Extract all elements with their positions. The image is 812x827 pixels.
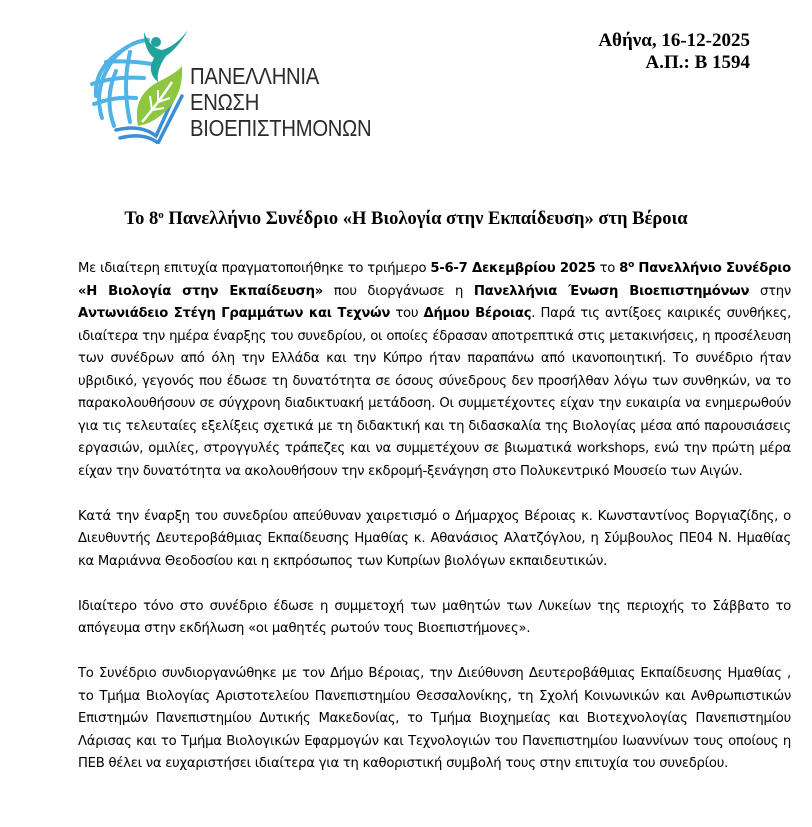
title-prefix: Το 8 [124,209,159,229]
text-span: στην [749,283,791,299]
title-main: Πανελλήνιο Συνέδριο «Η Βιολογία στην Εκπαίδευση» στη Βέροια [163,209,688,229]
protocol-number: Α.Π.: Β 1594 [645,52,750,73]
logo-text-line-2: ΕΝΩΣΗ [190,89,260,115]
logo-emblem-icon [86,26,196,144]
paragraph-4: Το Συνέδριο συνδιοργανώθηκε με τον Δήμο Βέροιας, την Διεύθυνση Δευτεροβάθμιας Εκπαίδευσης Ημαθίας , το Τμήμα Βιολογίας Αριστοτελείου Πανεπιστημίου Θεσσαλονίκης, τη Σχολή Κοινωνικών και Ανθρωπιστικών Επιστημών Πανεπιστημίου Δυτικής Μακεδονίας, το Τμήμα Βιοχημείας και Βιοτεχνολογίας Πανεπιστημίου Λάρισας και το Τμήμα Βιολογικών Εφαρμογών και Τεχνολογιών του Πανεπιστημίου Ιωαννίνων τους οποίους η ΠΕΒ θέλει να ευχαριστήσει ιδιαίτερα για τη καθοριστική συμβολή τους στην επιτυχία του συνεδρίου. [78,666,791,771]
venue-name: Αντωνιάδειο Στέγη Γραμμάτων και Τεχνών [78,306,391,321]
organization-logo [86,26,372,146]
text-span: που διοργάνωσε η [323,283,474,299]
place-date: Αθήνα, 16-12-2025 [598,30,750,51]
ordinal-suffix: ο [628,260,635,270]
conference-ordinal: 8 [619,261,629,276]
document-meta [598,30,750,74]
title-ordinal: ο [158,209,164,221]
text-span: . Παρά τις αντίξοες καιρικές συνθήκες, ιδιαίτερα την ημέρα έναρξης του συνεδρίου, οι οποίες έδρασαν αποτρεπτικά στις μετακινήσεις, η προσέλευση των συνέδρων από όλη την Ελλάδα και την Κύπρο ήταν παραπάνω από ικανοποιητική. Το συνέδριο ήταν υβριδικό, γεγονός που έδωσε τη δυνατότητα σε όσους σύνεδρους δεν προσήλθαν λόγω των συνθηκών, να το παρακολουθήσουν σε σύγχρονη διαδικτυακή μετάδοση. Οι συμμετέχοντες είχαν την ευκαιρία να ενημερωθούν για τις τελευταίες εξελίξεις σχετικά με τη διδακτική και τη διδασκαλία της Βιολογίας μέσα από παρουσιάσεις εργασιών, ομιλίες, στρογγυλές τράπεζες και να συμμετέχουν σε βιωματικά workshops, ενώ την πρώτη μέρα είχαν την δυνατότητα να ακολουθήσουν την εκδρομή-ξενάγηση στο Πολυκεντρικό Μουσείο των Αιγών. [78,306,792,479]
text-span: του [390,306,424,321]
conference-name: Πανελλήνιο Συνέδριο «Η Βιολογία στην Εκπαίδευση» [78,261,791,299]
logo-text-line-3: ΒΙΟΕΠΙΣΤΗΜΟΝΩΝ [190,115,372,141]
document-title [0,209,812,230]
municipality-name: Δήμου Βέροιας [423,306,532,321]
document-body [78,254,791,798]
paragraph-1 [78,254,791,483]
paragraph-2: Κατά την έναρξη του συνεδρίου απεύθυναν χαιρετισμό ο Δήμαρχος Βέροιας κ. Κωνσταντίνος Βοργιαζίδης, ο Διευθυντής Δευτεροβάθμιας Εκπαίδευσης Ημαθίας κ. Αθανάσιος Αλατζόγλου, η Σύμβουλος ΠΕ04 Ν. Ημαθίας κα Μαριάννα Θεοδοσίου και η εκπρόσωπος των Κυπρίων βιολόγων εκπαιδευτικών. [78,508,791,569]
text-span: Με ιδιαίτερη επιτυχία πραγματοποιήθηκε το τριήμερο [78,261,431,276]
paragraph-3: Ιδιαίτερο τόνο στο συνέδριο έδωσε η συμμετοχή των μαθητών των Λυκείων της περιοχής το Σάββατο το απόγευμα στην εκδήλωση «οι μαθητές ρωτούν τους Βιοεπιστήμονες». [78,598,791,636]
logo-wordmark [190,63,371,141]
logo-text-line-1: ΠΑΝΕΛΛΗΝΙΑ [190,63,320,89]
organizer-name: Πανελλήνια Ένωση Βιοεπιστημόνων [473,283,750,299]
text-span: το [595,261,620,276]
event-dates: 5-6-7 Δεκεμβρίου 2025 [430,261,596,276]
